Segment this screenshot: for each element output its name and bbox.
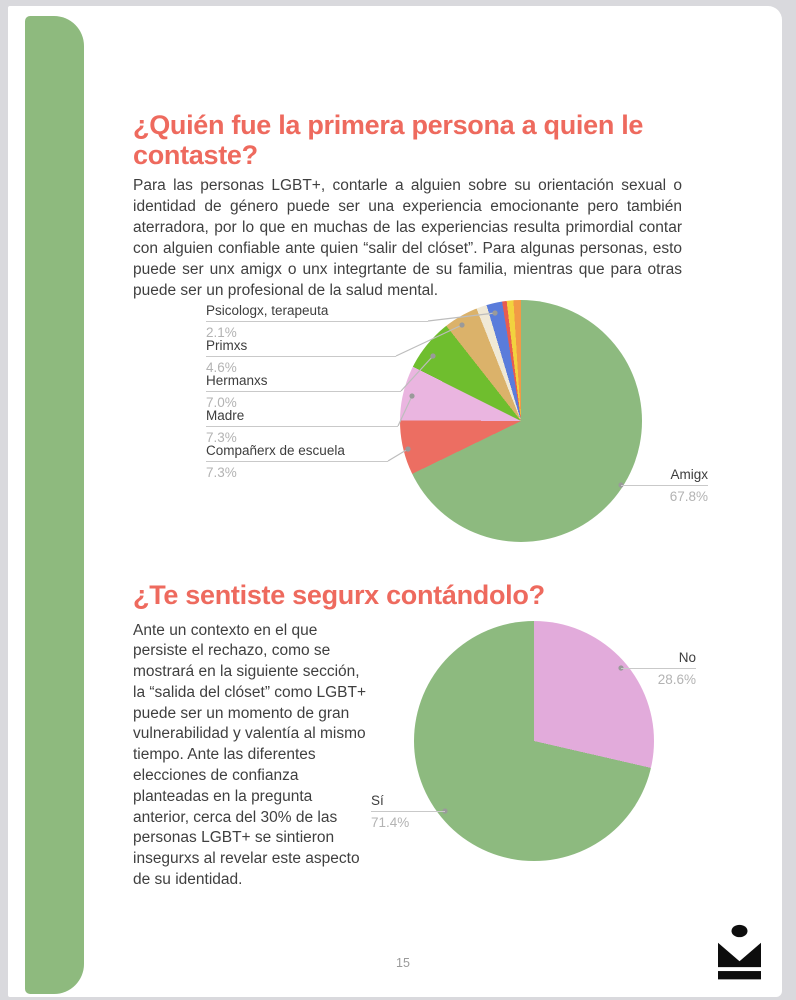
- slice-percent: 67.8%: [669, 489, 708, 504]
- section-body-1: Para las personas LGBT+, contarle a alguien sobre su orientación sexual o identidad de género puede ser una experiencia emocionante pero también aterradora, por lo que en muchas de las experiencias resulta primordial contar con alguien confiable ante quien “salir del clóset”. Para algunas personas, esto puede ser unx amigx o unx integrtante de su familia, mientras que para otras puede ser un profesional de la salud mental.: [133, 176, 682, 299]
- document-page: [8, 6, 782, 997]
- section-title-2: ¿Te sentiste segurx contándolo?: [133, 580, 545, 611]
- pie-seguridad: [414, 621, 654, 861]
- slice-percent: 2.1%: [206, 325, 237, 340]
- slice-label: Sí: [371, 793, 445, 812]
- slice-percent: 4.6%: [206, 360, 237, 375]
- callout-psicologx: [206, 303, 428, 340]
- slice-percent: 7.0%: [206, 395, 237, 410]
- left-accent-bar: [25, 16, 84, 994]
- slice-label: Madre: [206, 408, 398, 427]
- slice-percent: 7.3%: [206, 465, 237, 480]
- section-title-1: ¿Quién fue la primera persona a quien le contaste?: [133, 110, 644, 171]
- slice-percent: 71.4%: [371, 815, 410, 830]
- pie-first-person: [400, 300, 642, 542]
- slice-percent: 7.3%: [206, 430, 237, 445]
- callout-si: [371, 793, 445, 830]
- callout-primxs: [206, 338, 396, 375]
- slice-label: Compañerx de escuela: [206, 443, 388, 462]
- callout-madre: [206, 408, 398, 445]
- section-body-2: Ante un contexto en el que persiste el rechazo, como se mostrará en la siguiente sección, la “salida del clóset” como LGBT+ puede ser un momento de gran vulnerabilidad y valentía al mismo tiempo. Ante las diferentes elecciones de confianza planteadas en la pregunta anterior, cerca del 30% de las personas LGBT+ se sintieron insegurxs al revelar este aspecto de su identidad.: [133, 621, 367, 889]
- crown-m-logo-icon: [718, 924, 761, 980]
- pie-chart-seguridad: [133, 616, 733, 876]
- slice-label: No: [621, 650, 696, 669]
- page-number: 15: [396, 956, 410, 970]
- slice-label: Hermanxs: [206, 373, 401, 392]
- slice-label: Primxs: [206, 338, 396, 357]
- slice-percent: 28.6%: [657, 672, 696, 687]
- pie-chart-first-person: [133, 298, 733, 553]
- callout-companerx: [206, 443, 388, 480]
- callout-hermanxs: [206, 373, 401, 410]
- callout-no: [621, 650, 696, 687]
- slice-label: Psicologx, terapeuta: [206, 303, 428, 322]
- slice-label: Amigx: [621, 467, 708, 486]
- callout-amigx: [621, 467, 708, 504]
